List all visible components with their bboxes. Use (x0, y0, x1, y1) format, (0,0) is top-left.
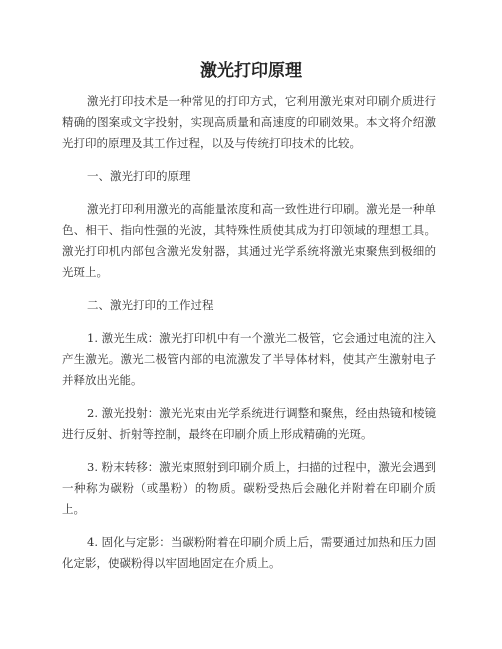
document-body (62, 91, 436, 586)
process-step-1: 1. 激光生成：激光打印机中有一个激光二极管，它会通过电流的注入产生激光。激光二极管内部的电流激发了半导体材料，使其产生激射电子并释放出光能。 (62, 331, 436, 387)
process-step-4: 4. 固化与定影：当碳粉附着在印刷介质上后，需要通过加热和压力固化定影，使碳粉得以牢固地固定在介质上。 (62, 535, 436, 570)
process-step-3: 3. 粉末转移：激光束照射到印刷介质上，扫描的过程中，激光会遇到一种称为碳粉（或墨粉）的物质。碳粉受热后会融化并附着在印刷介质上。 (62, 460, 436, 516)
process-step-2: 2. 激光投射：激光光束由光学系统进行调整和聚焦，经由热镜和棱镜进行反射、折射等控制，最终在印刷介质上形成精确的光斑。 (62, 406, 436, 441)
document-title: 激光打印原理 (200, 61, 302, 81)
principle-paragraph: 激光打印利用激光的高能量浓度和高一致性进行印刷。激光是一种单色、相干、指向性强的光波，其特殊性质使其成为打印领域的理想工具。激光打印机内部包含激光发射器，其通过光学系统将激光束聚焦到极细的光斑上。 (62, 202, 436, 279)
intro-paragraph: 激光打印技术是一种常见的打印方式，它利用激光束对印刷介质进行精确的图案或文字投射，实现高质量和高速度的印刷效果。本文将介绍激光打印的原理及其工作过程，以及与传统打印技术的比较。 (62, 94, 436, 150)
section-heading-process: 二、激光打印的工作过程 (87, 298, 214, 312)
section-heading-principle: 一、激光打印的原理 (87, 169, 191, 183)
